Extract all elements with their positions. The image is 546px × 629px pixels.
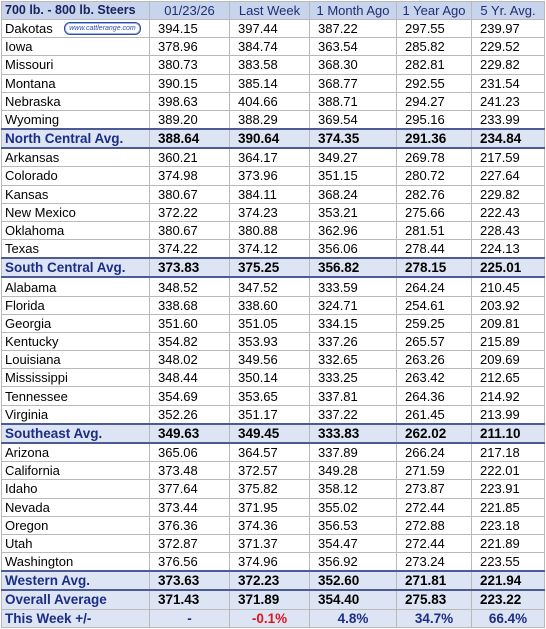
price-cell: 353.65 bbox=[230, 387, 310, 405]
state-name: Texas bbox=[2, 240, 150, 259]
price-cell: 378.96 bbox=[150, 38, 230, 56]
price-cell: 374.23 bbox=[230, 203, 310, 221]
price-cell: 356.53 bbox=[310, 516, 397, 534]
price-cell: 280.72 bbox=[397, 167, 472, 185]
price-cell: 368.77 bbox=[310, 74, 397, 92]
row-label: Southeast Avg. bbox=[2, 424, 150, 443]
price-cell: 292.55 bbox=[397, 74, 472, 92]
price-cell: 271.59 bbox=[397, 462, 472, 480]
price-cell: 214.92 bbox=[472, 387, 545, 405]
state-name: Oregon bbox=[2, 516, 150, 534]
price-cell: 223.55 bbox=[472, 553, 545, 572]
price-cell: 374.36 bbox=[230, 516, 310, 534]
price-cell: 368.30 bbox=[310, 56, 397, 74]
cattlerange-logo: www.cattlerange.com bbox=[64, 22, 141, 35]
price-cell: 354.40 bbox=[310, 590, 397, 609]
price-cell: 371.37 bbox=[230, 534, 310, 552]
state-row bbox=[2, 167, 545, 185]
row-label: South Central Avg. bbox=[2, 258, 150, 277]
price-cell: 388.29 bbox=[230, 110, 310, 129]
state-name: Florida bbox=[2, 296, 150, 314]
row-label: This Week +/- bbox=[2, 609, 150, 627]
price-cell: 209.81 bbox=[472, 314, 545, 332]
price-cell: 332.65 bbox=[310, 351, 397, 369]
price-cell: 372.87 bbox=[150, 534, 230, 552]
price-cell: 374.98 bbox=[150, 167, 230, 185]
price-cell: 261.45 bbox=[397, 405, 472, 424]
price-cell: 380.67 bbox=[150, 221, 230, 239]
state-row bbox=[2, 74, 545, 92]
price-cell: 221.89 bbox=[472, 534, 545, 552]
price-cell: 223.22 bbox=[472, 590, 545, 609]
price-cell: 360.21 bbox=[150, 148, 230, 167]
price-cell: 373.96 bbox=[230, 167, 310, 185]
state-row bbox=[2, 277, 545, 296]
price-cell: 374.22 bbox=[150, 240, 230, 259]
price-cell: 217.59 bbox=[472, 148, 545, 167]
price-cell: 394.15 bbox=[150, 20, 230, 38]
price-cell: 355.02 bbox=[310, 498, 397, 516]
price-cell: 203.92 bbox=[472, 296, 545, 314]
price-cell: 351.60 bbox=[150, 314, 230, 332]
price-cell: 213.99 bbox=[472, 405, 545, 424]
state-row bbox=[2, 516, 545, 534]
price-cell: 404.66 bbox=[230, 92, 310, 110]
price-cell: 222.01 bbox=[472, 462, 545, 480]
price-cell: 377.64 bbox=[150, 480, 230, 498]
state-name: Kansas bbox=[2, 185, 150, 203]
state-name: Mississippi bbox=[2, 369, 150, 387]
price-cell: 351.15 bbox=[310, 167, 397, 185]
row-label: North Central Avg. bbox=[2, 129, 150, 148]
state-row bbox=[2, 110, 545, 129]
price-cell: 374.96 bbox=[230, 553, 310, 572]
price-cell: 354.82 bbox=[150, 332, 230, 350]
price-cell: 364.57 bbox=[230, 443, 310, 462]
price-cell: 356.06 bbox=[310, 240, 397, 259]
price-cell: 362.96 bbox=[310, 221, 397, 239]
price-cell: 239.97 bbox=[472, 20, 545, 38]
price-cell: 349.45 bbox=[230, 424, 310, 443]
state-name: Kentucky bbox=[2, 332, 150, 350]
price-cell: 269.78 bbox=[397, 148, 472, 167]
state-row bbox=[2, 296, 545, 314]
price-cell: 374.35 bbox=[310, 129, 397, 148]
price-cell: 229.82 bbox=[472, 185, 545, 203]
price-cell: 375.25 bbox=[230, 258, 310, 277]
column-header-last-week: Last Week bbox=[230, 2, 310, 20]
price-cell: 354.69 bbox=[150, 387, 230, 405]
state-name: Nevada bbox=[2, 498, 150, 516]
price-cell: 291.36 bbox=[397, 129, 472, 148]
state-row bbox=[2, 148, 545, 167]
region-average-row bbox=[2, 129, 545, 148]
price-cell: 348.44 bbox=[150, 369, 230, 387]
price-cell: 224.13 bbox=[472, 240, 545, 259]
price-cell: 221.85 bbox=[472, 498, 545, 516]
state-name: Virginia bbox=[2, 405, 150, 424]
column-header-month-ago: 1 Month Ago bbox=[310, 2, 397, 20]
price-cell: 337.26 bbox=[310, 332, 397, 350]
row-label: Western Avg. bbox=[2, 571, 150, 590]
state-row bbox=[2, 480, 545, 498]
state-row bbox=[2, 462, 545, 480]
price-cell: 397.44 bbox=[230, 20, 310, 38]
price-cell: 324.71 bbox=[310, 296, 397, 314]
price-cell: 294.27 bbox=[397, 92, 472, 110]
price-cell: 371.89 bbox=[230, 590, 310, 609]
state-row bbox=[2, 20, 545, 38]
price-cell: 352.60 bbox=[310, 571, 397, 590]
state-name: Arkansas bbox=[2, 148, 150, 167]
price-cell: 266.24 bbox=[397, 443, 472, 462]
price-cell: 265.57 bbox=[397, 332, 472, 350]
price-cell: 353.93 bbox=[230, 332, 310, 350]
price-cell: 337.81 bbox=[310, 387, 397, 405]
price-cell: 275.66 bbox=[397, 203, 472, 221]
price-cell: 349.56 bbox=[230, 351, 310, 369]
price-cell: 264.36 bbox=[397, 387, 472, 405]
column-header-5yr-avg: 5 Yr. Avg. bbox=[472, 2, 545, 20]
price-cell: 358.12 bbox=[310, 480, 397, 498]
state-name: California bbox=[2, 462, 150, 480]
price-cell: 353.21 bbox=[310, 203, 397, 221]
price-cell: 385.14 bbox=[230, 74, 310, 92]
price-cell: 297.55 bbox=[397, 20, 472, 38]
state-row bbox=[2, 387, 545, 405]
state-row bbox=[2, 369, 545, 387]
state-row bbox=[2, 314, 545, 332]
region-average-row bbox=[2, 571, 545, 590]
price-cell: 374.12 bbox=[230, 240, 310, 259]
header-row bbox=[2, 2, 545, 20]
price-cell: 263.26 bbox=[397, 351, 472, 369]
price-cell: 338.68 bbox=[150, 296, 230, 314]
price-cell: 281.51 bbox=[397, 221, 472, 239]
column-header-year-ago: 1 Year Ago bbox=[397, 2, 472, 20]
price-cell: 278.44 bbox=[397, 240, 472, 259]
price-cell: 227.64 bbox=[472, 167, 545, 185]
price-cell: 354.47 bbox=[310, 534, 397, 552]
price-cell: 390.15 bbox=[150, 74, 230, 92]
price-cell: 380.73 bbox=[150, 56, 230, 74]
state-name: Tennessee bbox=[2, 387, 150, 405]
price-cell: 373.63 bbox=[150, 571, 230, 590]
state-row bbox=[2, 240, 545, 259]
price-cell: 388.64 bbox=[150, 129, 230, 148]
price-cell: 387.22 bbox=[310, 20, 397, 38]
price-cell: 388.71 bbox=[310, 92, 397, 110]
price-cell: 215.89 bbox=[472, 332, 545, 350]
price-cell: 390.64 bbox=[230, 129, 310, 148]
price-cell: 229.52 bbox=[472, 38, 545, 56]
price-cell: 389.20 bbox=[150, 110, 230, 129]
price-cell: 333.83 bbox=[310, 424, 397, 443]
state-row bbox=[2, 221, 545, 239]
price-cell: 209.69 bbox=[472, 351, 545, 369]
price-cell: 221.94 bbox=[472, 571, 545, 590]
price-cell: 373.44 bbox=[150, 498, 230, 516]
state-name: Montana bbox=[2, 74, 150, 92]
region-average-row bbox=[2, 424, 545, 443]
state-name: Idaho bbox=[2, 480, 150, 498]
price-cell: 368.24 bbox=[310, 185, 397, 203]
state-row bbox=[2, 92, 545, 110]
price-cell: 285.82 bbox=[397, 38, 472, 56]
price-cell: 272.44 bbox=[397, 534, 472, 552]
price-cell: 282.76 bbox=[397, 185, 472, 203]
price-cell: 241.23 bbox=[472, 92, 545, 110]
change-cell: 4.8% bbox=[310, 609, 397, 627]
state-row bbox=[2, 351, 545, 369]
price-cell: 356.92 bbox=[310, 553, 397, 572]
price-cell: 275.83 bbox=[397, 590, 472, 609]
price-cell: 351.05 bbox=[230, 314, 310, 332]
state-name: Georgia bbox=[2, 314, 150, 332]
state-name: Iowa bbox=[2, 38, 150, 56]
price-cell: 273.24 bbox=[397, 553, 472, 572]
price-cell: 337.89 bbox=[310, 443, 397, 462]
price-cell: 264.24 bbox=[397, 277, 472, 296]
price-cell: 333.25 bbox=[310, 369, 397, 387]
state-name: Oklahoma bbox=[2, 221, 150, 239]
state-name: Wyoming bbox=[2, 110, 150, 129]
price-cell: 211.10 bbox=[472, 424, 545, 443]
price-cell: 338.60 bbox=[230, 296, 310, 314]
price-cell: 210.45 bbox=[472, 277, 545, 296]
price-cell: 349.28 bbox=[310, 462, 397, 480]
state-name: Missouri bbox=[2, 56, 150, 74]
price-cell: 272.44 bbox=[397, 498, 472, 516]
state-row bbox=[2, 534, 545, 552]
price-cell: 231.54 bbox=[472, 74, 545, 92]
change-cell: 66.4% bbox=[472, 609, 545, 627]
price-cell: 212.65 bbox=[472, 369, 545, 387]
state-name: New Mexico bbox=[2, 203, 150, 221]
price-cell: 229.82 bbox=[472, 56, 545, 74]
state-name: Arizona bbox=[2, 443, 150, 462]
price-cell: 384.11 bbox=[230, 185, 310, 203]
price-cell: 383.58 bbox=[230, 56, 310, 74]
price-cell: 272.88 bbox=[397, 516, 472, 534]
change-cell: - bbox=[150, 609, 230, 627]
price-cell: 282.81 bbox=[397, 56, 472, 74]
price-cell: 271.81 bbox=[397, 571, 472, 590]
price-cell: 263.42 bbox=[397, 369, 472, 387]
price-cell: 295.16 bbox=[397, 110, 472, 129]
price-cell: 364.17 bbox=[230, 148, 310, 167]
price-cell: 334.15 bbox=[310, 314, 397, 332]
price-cell: 365.06 bbox=[150, 443, 230, 462]
state-row bbox=[2, 553, 545, 572]
state-row bbox=[2, 56, 545, 74]
price-cell: 278.15 bbox=[397, 258, 472, 277]
price-cell: 349.63 bbox=[150, 424, 230, 443]
price-cell: 223.18 bbox=[472, 516, 545, 534]
price-cell: 348.52 bbox=[150, 277, 230, 296]
state-name: Louisiana bbox=[2, 351, 150, 369]
price-cell: 273.87 bbox=[397, 480, 472, 498]
price-cell: 373.83 bbox=[150, 258, 230, 277]
state-name: Nebraska bbox=[2, 92, 150, 110]
price-cell: 384.74 bbox=[230, 38, 310, 56]
price-cell: 363.54 bbox=[310, 38, 397, 56]
state-row bbox=[2, 498, 545, 516]
price-cell: 356.82 bbox=[310, 258, 397, 277]
price-cell: 349.27 bbox=[310, 148, 397, 167]
table-body bbox=[2, 20, 545, 628]
price-cell: 225.01 bbox=[472, 258, 545, 277]
state-name: Utah bbox=[2, 534, 150, 552]
price-cell: 233.99 bbox=[472, 110, 545, 129]
change-cell: 34.7% bbox=[397, 609, 472, 627]
price-cell: 254.61 bbox=[397, 296, 472, 314]
price-cell: 369.54 bbox=[310, 110, 397, 129]
price-cell: 380.88 bbox=[230, 221, 310, 239]
price-cell: 259.25 bbox=[397, 314, 472, 332]
price-cell: 371.43 bbox=[150, 590, 230, 609]
price-cell: 372.57 bbox=[230, 462, 310, 480]
weekly-change-row bbox=[2, 609, 545, 627]
state-row bbox=[2, 203, 545, 221]
price-cell: 350.14 bbox=[230, 369, 310, 387]
column-header-current: 01/23/26 bbox=[150, 2, 230, 20]
price-cell: 372.23 bbox=[230, 571, 310, 590]
price-cell: 373.48 bbox=[150, 462, 230, 480]
region-average-row bbox=[2, 258, 545, 277]
change-cell: -0.1% bbox=[230, 609, 310, 627]
state-name: Colorado bbox=[2, 167, 150, 185]
price-cell: 228.43 bbox=[472, 221, 545, 239]
price-cell: 223.91 bbox=[472, 480, 545, 498]
price-cell: 376.36 bbox=[150, 516, 230, 534]
state-row bbox=[2, 443, 545, 462]
price-cell: 380.67 bbox=[150, 185, 230, 203]
state-name: Washington bbox=[2, 553, 150, 572]
price-cell: 371.95 bbox=[230, 498, 310, 516]
state-row bbox=[2, 38, 545, 56]
state-name: Dakotas www.cattlerange.com bbox=[2, 20, 150, 38]
price-cell: 372.22 bbox=[150, 203, 230, 221]
price-cell: 398.63 bbox=[150, 92, 230, 110]
overall-average-row bbox=[2, 590, 545, 609]
price-cell: 217.18 bbox=[472, 443, 545, 462]
price-cell: 222.43 bbox=[472, 203, 545, 221]
steer-price-table bbox=[1, 1, 545, 628]
state-name: Alabama bbox=[2, 277, 150, 296]
price-cell: 352.26 bbox=[150, 405, 230, 424]
price-cell: 234.84 bbox=[472, 129, 545, 148]
state-row bbox=[2, 332, 545, 350]
table-title: 700 lb. - 800 lb. Steers bbox=[2, 2, 150, 20]
price-cell: 333.59 bbox=[310, 277, 397, 296]
price-cell: 351.17 bbox=[230, 405, 310, 424]
row-label: Overall Average bbox=[2, 590, 150, 609]
price-cell: 347.52 bbox=[230, 277, 310, 296]
price-cell: 337.22 bbox=[310, 405, 397, 424]
state-row bbox=[2, 185, 545, 203]
price-cell: 375.82 bbox=[230, 480, 310, 498]
price-cell: 348.02 bbox=[150, 351, 230, 369]
price-cell: 376.56 bbox=[150, 553, 230, 572]
state-row bbox=[2, 405, 545, 424]
price-cell: 262.02 bbox=[397, 424, 472, 443]
